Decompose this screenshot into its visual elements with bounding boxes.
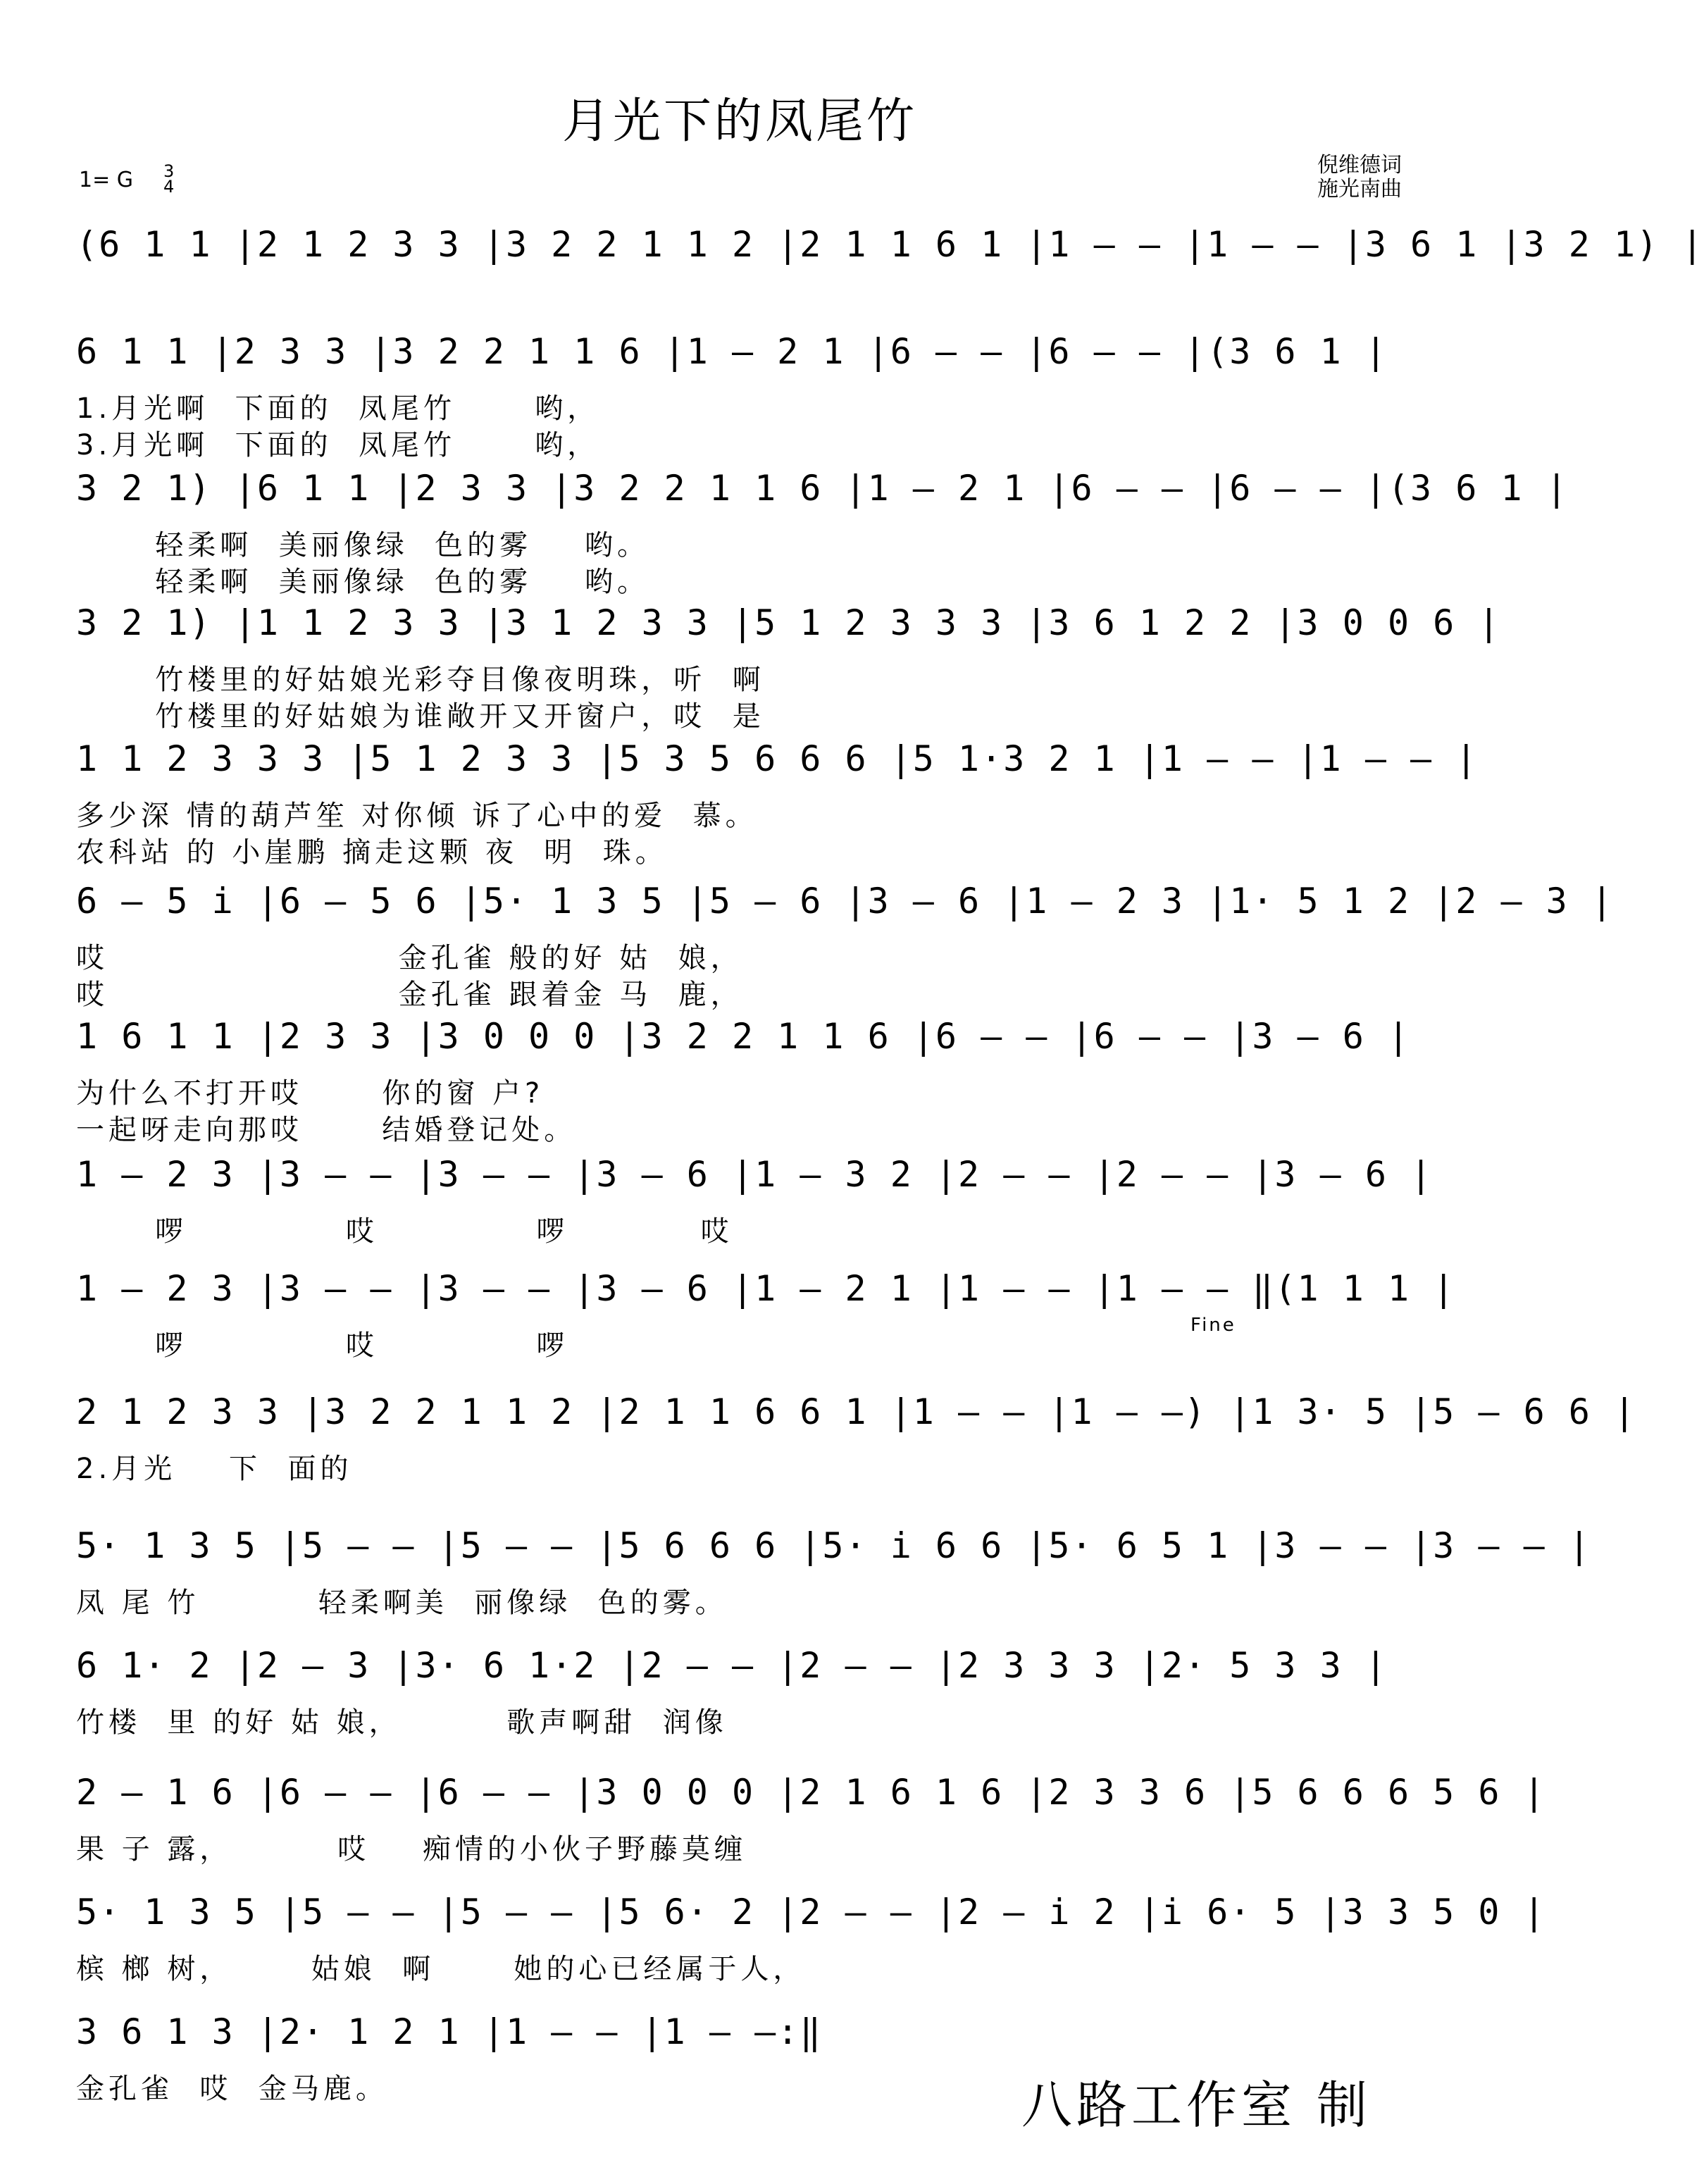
lyricist-credit: 倪维德词 xyxy=(1317,153,1402,178)
staff-line-lyric: 啰 哎 啰 哎 xyxy=(76,1215,733,1248)
studio-signature: 八路工作室 制 xyxy=(1021,2076,1372,2135)
staff-line-notes: 6 1 1 |2 3 3 |3 2 2 1 1 6 |1 — 2 1 |6 — — |6 — — |(3 6 1 | xyxy=(76,331,1388,372)
time-signature xyxy=(163,161,175,197)
staff-line-lyric: 哎 金孔雀 般的好 姑 娘， xyxy=(76,942,743,974)
staff-line-lyric: 槟 榔 树， 姑娘 啊 她的心已经属于人， xyxy=(76,1953,806,1985)
staff-line-lyric: 凤 尾 竹 轻柔啊美 丽像绿 色的雾。 xyxy=(76,1587,728,1619)
staff-line-notes: 1 1 2 3 3 3 |5 1 2 3 3 |5 3 5 6 6 6 |5 1·3 2 1 |1 — — |1 — — | xyxy=(76,738,1479,779)
staff-line-lyric: 为什么不打开哎 你的窗 户? xyxy=(76,1077,545,1110)
composer-credit: 施光南曲 xyxy=(1317,177,1402,201)
staff-line-notes: 1 — 2 3 |3 — — |3 — — |3 — 6 |1 — 2 1 |1 — — |1 — — ‖(1 1 1 | xyxy=(76,1268,1456,1309)
staff-line-lyric: 竹楼里的好姑娘光彩夺目像夜明珠，听 啊 xyxy=(76,664,765,696)
staff-line-lyric: 多少深 情的葫芦笙 对你倾 诉了心中的爱 慕。 xyxy=(76,800,758,832)
key-signature: 1= G xyxy=(79,168,134,192)
fine-marker: Fine xyxy=(1190,1315,1236,1336)
staff-line-lyric: 哎 金孔雀 跟着金 马 鹿， xyxy=(76,979,743,1011)
credits xyxy=(1317,154,1402,201)
staff-line-notes: 1 6 1 1 |2 3 3 |3 0 0 0 |3 2 2 1 1 6 |6 — — |6 — — |3 — 6 | xyxy=(76,1016,1411,1057)
staff-line-notes: (6 1 1 |2 1 2 3 3 |3 2 2 1 1 2 |2 1 1 6 1 |1 — — |1 — — |3 6 1 |3 2 1) | xyxy=(76,224,1704,265)
staff-line-lyric: 啰 哎 啰 xyxy=(76,1329,569,1362)
staff-line-lyric: 果 子 露， 哎 痴情的小伙子野藤莫缠 xyxy=(76,1833,747,1866)
staff-line-lyric: 1.月光啊 下面的 凤尾竹 哟， xyxy=(76,392,600,425)
page-title: 月光下的凤尾竹 xyxy=(561,94,917,149)
staff-line-notes: 3 2 1) |6 1 1 |2 3 3 |3 2 2 1 1 6 |1 — 2 1 |6 — — |6 — — |(3 6 1 | xyxy=(76,468,1569,509)
staff-line-lyric: 农科站 的 小崖鹏 摘走这颗 夜 明 珠。 xyxy=(76,836,668,869)
staff-line-notes: 3 6 1 3 |2· 1 2 1 |1 — — |1 — —:‖ xyxy=(76,2011,823,2052)
staff-line-lyric: 一起呀走向那哎 结婚登记处。 xyxy=(76,1114,577,1146)
staff-line-lyric: 竹楼 里 的好 姑 娘， 歌声啊甜 润像 xyxy=(76,1706,728,1739)
staff-line-lyric: 轻柔啊 美丽像绿 色的雾 哟。 xyxy=(76,529,650,561)
time-bottom: 4 xyxy=(163,177,175,197)
staff-line-notes: 6 — 5 i |6 — 5 6 |5· 1 3 5 |5 — 6 |3 — 6 |1 — 2 3 |1· 5 1 2 |2 — 3 | xyxy=(76,881,1614,922)
staff-line-lyric: 3.月光啊 下面的 凤尾竹 哟， xyxy=(76,429,600,461)
staff-line-notes: 6 1· 2 |2 — 3 |3· 6 1·2 |2 — — |2 — — |2 3 3 3 |2· 5 3 3 | xyxy=(76,1645,1388,1686)
staff-line-notes: 1 — 2 3 |3 — — |3 — — |3 — 6 |1 — 3 2 |2 — — |2 — — |3 — 6 | xyxy=(76,1154,1434,1195)
staff-line-notes: 3 2 1) |1 1 2 3 3 |3 1 2 3 3 |5 1 2 3 3 3 |3 6 1 2 2 |3 0 0 6 | xyxy=(76,602,1501,643)
staff-line-lyric: 金孔雀 哎 金马鹿。 xyxy=(76,2073,388,2105)
staff-line-notes: 2 — 1 6 |6 — — |6 — — |3 0 0 0 |2 1 6 1 6 |2 3 3 6 |5 6 6 6 5 6 | xyxy=(76,1772,1546,1813)
time-top: 3 xyxy=(163,161,175,181)
staff-line-notes: 5· 1 3 5 |5 — — |5 — — |5 6· 2 |2 — — |2 — i 2 |i 6· 5 |3 3 5 0 | xyxy=(76,1892,1546,1932)
staff-line-lyric: 竹楼里的好姑娘为谁敞开又开窗户，哎 是 xyxy=(76,700,765,733)
staff-line-notes: 2 1 2 3 3 |3 2 2 1 1 2 |2 1 1 6 6 1 |1 — — |1 — —) |1 3· 5 |5 — 6 6 | xyxy=(76,1391,1637,1432)
staff-line-notes: 5· 1 3 5 |5 — — |5 — — |5 6 6 6 |5· i 6 6 |5· 6 5 1 |3 — — |3 — — | xyxy=(76,1525,1591,1566)
staff-line-lyric: 轻柔啊 美丽像绿 色的雾 哟。 xyxy=(76,566,650,598)
staff-line-lyric: 2.月光 下 面的 xyxy=(76,1453,353,1485)
